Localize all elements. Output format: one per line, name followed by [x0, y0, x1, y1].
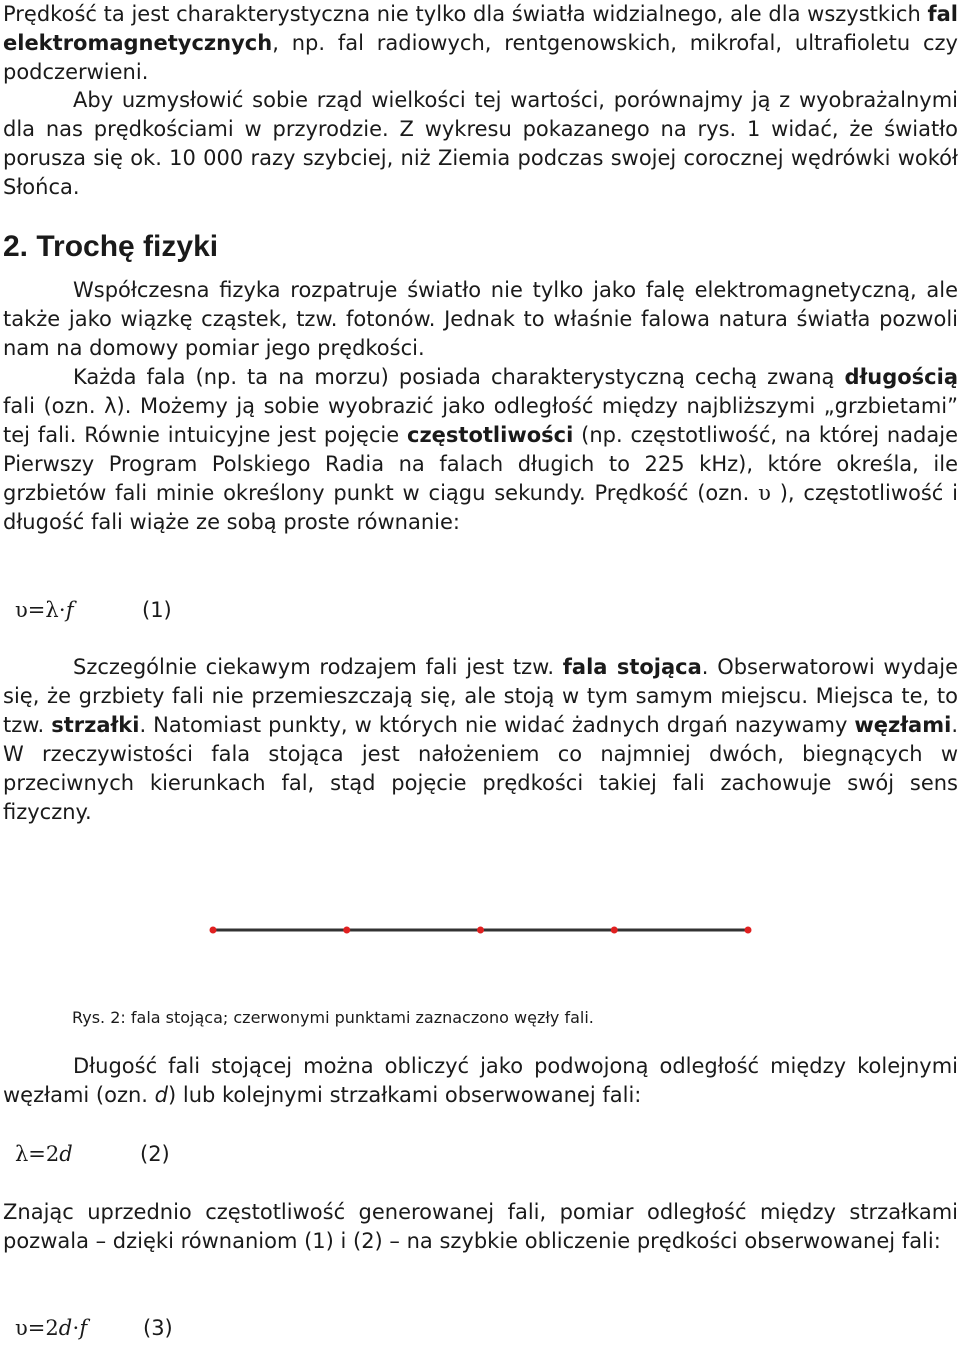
paragraph-speed-calculation: Znając uprzednio częstotliwość generowanej fali, pomiar odległość między strzałkami pozwala – dzięki równaniom (1) i (2) – na szybkie obliczenie prędkości obserwowanej fali:	[3, 1200, 958, 1253]
paragraph-wavelength-frequency: Każda fala (np. ta na morzu) posiada charakterystyczną cechą zwaną długością fali (ozn. λ). Możemy ją sobie wyobrazić jako odległość między najbliższymi „grzbietami” tej fali. Równie intuicyjne jest pojęcie częstotliwości (np. częstotliwość, na której nadaje Pierwszy Program Polskiego Radia na falach długich to 225 kHz), które określa, ile grzbietów fali minie określony punkt w ciągu sekundy. Prędkość (ozn. υ ), częstotliwość i długość fali wiąże ze sobą proste równanie:	[3, 365, 958, 534]
paragraph-wavelength-from-nodes: Długość fali stojącej można obliczyć jako podwojoną odległość między kolejnymi węzłami (ozn. d) lub kolejnymi strzałkami obserwowanej fali:	[3, 1054, 958, 1107]
paragraph-modern-physics: Współczesna fizyka rozpatruje światło nie tylko jako falę elektromagnetyczną, ale także jako wiązkę cząstek, tzw. fotonów. Jednak to właśnie falowa natura światła pozwoli nam na domowy pomiar jego prędkości.	[3, 278, 958, 360]
term-standing-wave: fala stojąca	[562, 655, 702, 679]
equation-3	[15, 1314, 173, 1343]
paragraph-standing-wave: Szczególnie ciekawym rodzajem fali jest tzw. fala stojąca. Obserwatorowi wydaje się, że grzbiety fali nie przemieszczają się, ale stoją w tym samym miejscu. Miejsca te, to tzw. strzałki. Natomiast punkty, w których nie widać żadnych drgań nazywamy węzłami. W rzeczywistości fala stojąca jest nałożeniem co najmniej dwóch, biegnących w przeciwnych kierunkach fal, stąd pojęcie prędkości takiej fali zachowuje swój sens fizyczny.	[3, 655, 958, 824]
equation-1-number: (1)	[142, 598, 172, 622]
standing-wave-figure	[208, 920, 758, 940]
term-wavelength: długością	[844, 365, 958, 389]
term-em-waves: fal elektromagnetycznych	[3, 2, 958, 55]
wave-node-3	[477, 927, 484, 934]
equation-2	[15, 1140, 170, 1169]
paragraph-light-speed-all-waves: Prędkość ta jest charakterystyczna nie tylko dla światła widzialnego, ale dla wszystkich fal elektromagnetycznych, np. fal radiowych, rentgenowskich, mikrofal, ultrafioletu czy podczerwieni.	[3, 2, 958, 84]
equation-1	[15, 596, 172, 625]
equation-2-number: (2)	[140, 1142, 170, 1166]
wave-node-4	[611, 927, 618, 934]
wave-node-1	[210, 927, 217, 934]
equation-3-formula: υ=2d⋅f	[15, 1316, 88, 1340]
figure-caption: Rys. 2: fala stojąca; czerwonymi punktami zaznaczono węzły fali.	[72, 1008, 594, 1027]
wave-node-5	[745, 927, 752, 934]
distance-symbol: d	[154, 1083, 168, 1107]
term-antinodes: strzałki	[51, 713, 140, 737]
term-nodes: węzłami	[854, 713, 952, 737]
equation-3-number: (3)	[143, 1316, 173, 1340]
term-frequency: częstotliwości	[407, 423, 574, 447]
wave-node-2	[343, 927, 350, 934]
paragraph-speed-comparison: Aby uzmysłowić sobie rząd wielkości tej wartości, porównajmy ją z wyobrażalnymi dla nas prędkościami w przyrodzie. Z wykresu pokazanego na rys. 1 widać, że światło porusza się ok. 10 000 razy szybciej, niż Ziemia podczas swojej corocznej wędrówki wokół Słońca.	[3, 88, 958, 199]
equation-1-formula: υ=λ⋅f	[15, 598, 74, 622]
velocity-symbol: υ	[758, 481, 771, 505]
equation-2-formula: λ=2d	[15, 1142, 73, 1166]
section-heading: 2. Trochę fizyki	[3, 230, 219, 263]
